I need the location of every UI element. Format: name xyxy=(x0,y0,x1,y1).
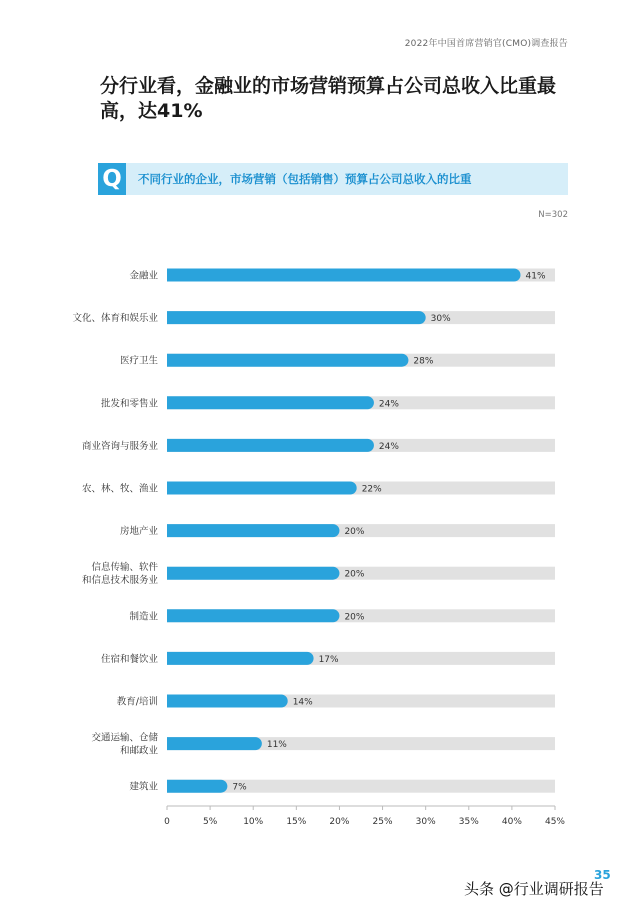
category-label: 教育/培训 xyxy=(116,696,158,708)
bar-value-label: 20% xyxy=(344,612,365,623)
category-label: 制造业 xyxy=(129,611,158,623)
bar-value-label: 30% xyxy=(430,314,451,325)
bar xyxy=(167,567,339,580)
bar-value-label: 17% xyxy=(318,654,339,665)
category-label: 商业咨询与服务业 xyxy=(81,440,158,452)
bar-value-label: 28% xyxy=(413,356,434,367)
report-header: 2022年中国首席营销官(CMO)调查报告 xyxy=(404,39,568,49)
bar-value-label: 14% xyxy=(292,697,313,708)
bar xyxy=(167,780,227,793)
x-tick-label: 5% xyxy=(202,817,218,827)
bar-value-label: 22% xyxy=(361,484,382,495)
bar-value-label: 24% xyxy=(378,441,399,452)
bar xyxy=(167,737,262,750)
category-label: 批发和零售业 xyxy=(100,398,158,410)
category-label: 和邮政业 xyxy=(119,745,158,757)
bar xyxy=(167,269,521,282)
x-tick-label: 20% xyxy=(329,817,350,827)
bar-value-label: 20% xyxy=(344,527,365,538)
x-tick-label: 30% xyxy=(415,817,436,827)
category-label: 文化、体育和娱乐业 xyxy=(72,313,158,325)
bar xyxy=(167,524,339,537)
category-label: 医疗卫生 xyxy=(119,355,158,367)
x-tick-label: 35% xyxy=(458,817,479,827)
x-tick-label: 45% xyxy=(544,817,566,827)
question-text: 不同行业的企业，市场营销（包括销售）预算占公司总收入的比重 xyxy=(138,172,472,186)
sample-size: N=302 xyxy=(538,210,568,220)
question-badge: Q xyxy=(98,163,126,195)
bar-value-label: 20% xyxy=(344,569,365,580)
bar-value-label: 24% xyxy=(378,399,399,410)
bar-value-label: 11% xyxy=(266,740,287,751)
x-tick-label: 25% xyxy=(372,817,393,827)
category-label: 信息传输、软件 xyxy=(91,562,158,574)
category-label: 农、林、牧、渔业 xyxy=(81,483,158,495)
category-label: 交通运输、仓储 xyxy=(91,732,158,744)
page-title: 分行业看，金融业的市场营销预算占公司总收入比重最高，达41% xyxy=(100,75,557,122)
page-number: 35 xyxy=(594,868,611,882)
bar xyxy=(167,695,288,708)
bar xyxy=(167,396,374,409)
category-label: 住宿和餐饮业 xyxy=(100,653,158,665)
x-tick-label: 40% xyxy=(501,817,522,827)
category-label: 建筑业 xyxy=(129,781,158,793)
bar xyxy=(167,652,314,665)
bar xyxy=(167,439,374,452)
bar-value-label: 41% xyxy=(525,271,546,282)
bar xyxy=(167,311,426,324)
x-tick-label: 0 xyxy=(164,817,170,827)
x-tick-label: 15% xyxy=(286,817,307,827)
watermark: 头条 @行业调研报告 xyxy=(464,880,604,898)
category-label: 和信息技术服务业 xyxy=(81,575,158,587)
category-label: 房地产业 xyxy=(119,526,158,538)
x-tick-label: 10% xyxy=(243,817,264,827)
category-label: 金融业 xyxy=(129,270,158,282)
bar xyxy=(167,354,408,367)
bar xyxy=(167,482,357,495)
bar xyxy=(167,609,339,622)
bar-value-label: 7% xyxy=(232,782,247,793)
